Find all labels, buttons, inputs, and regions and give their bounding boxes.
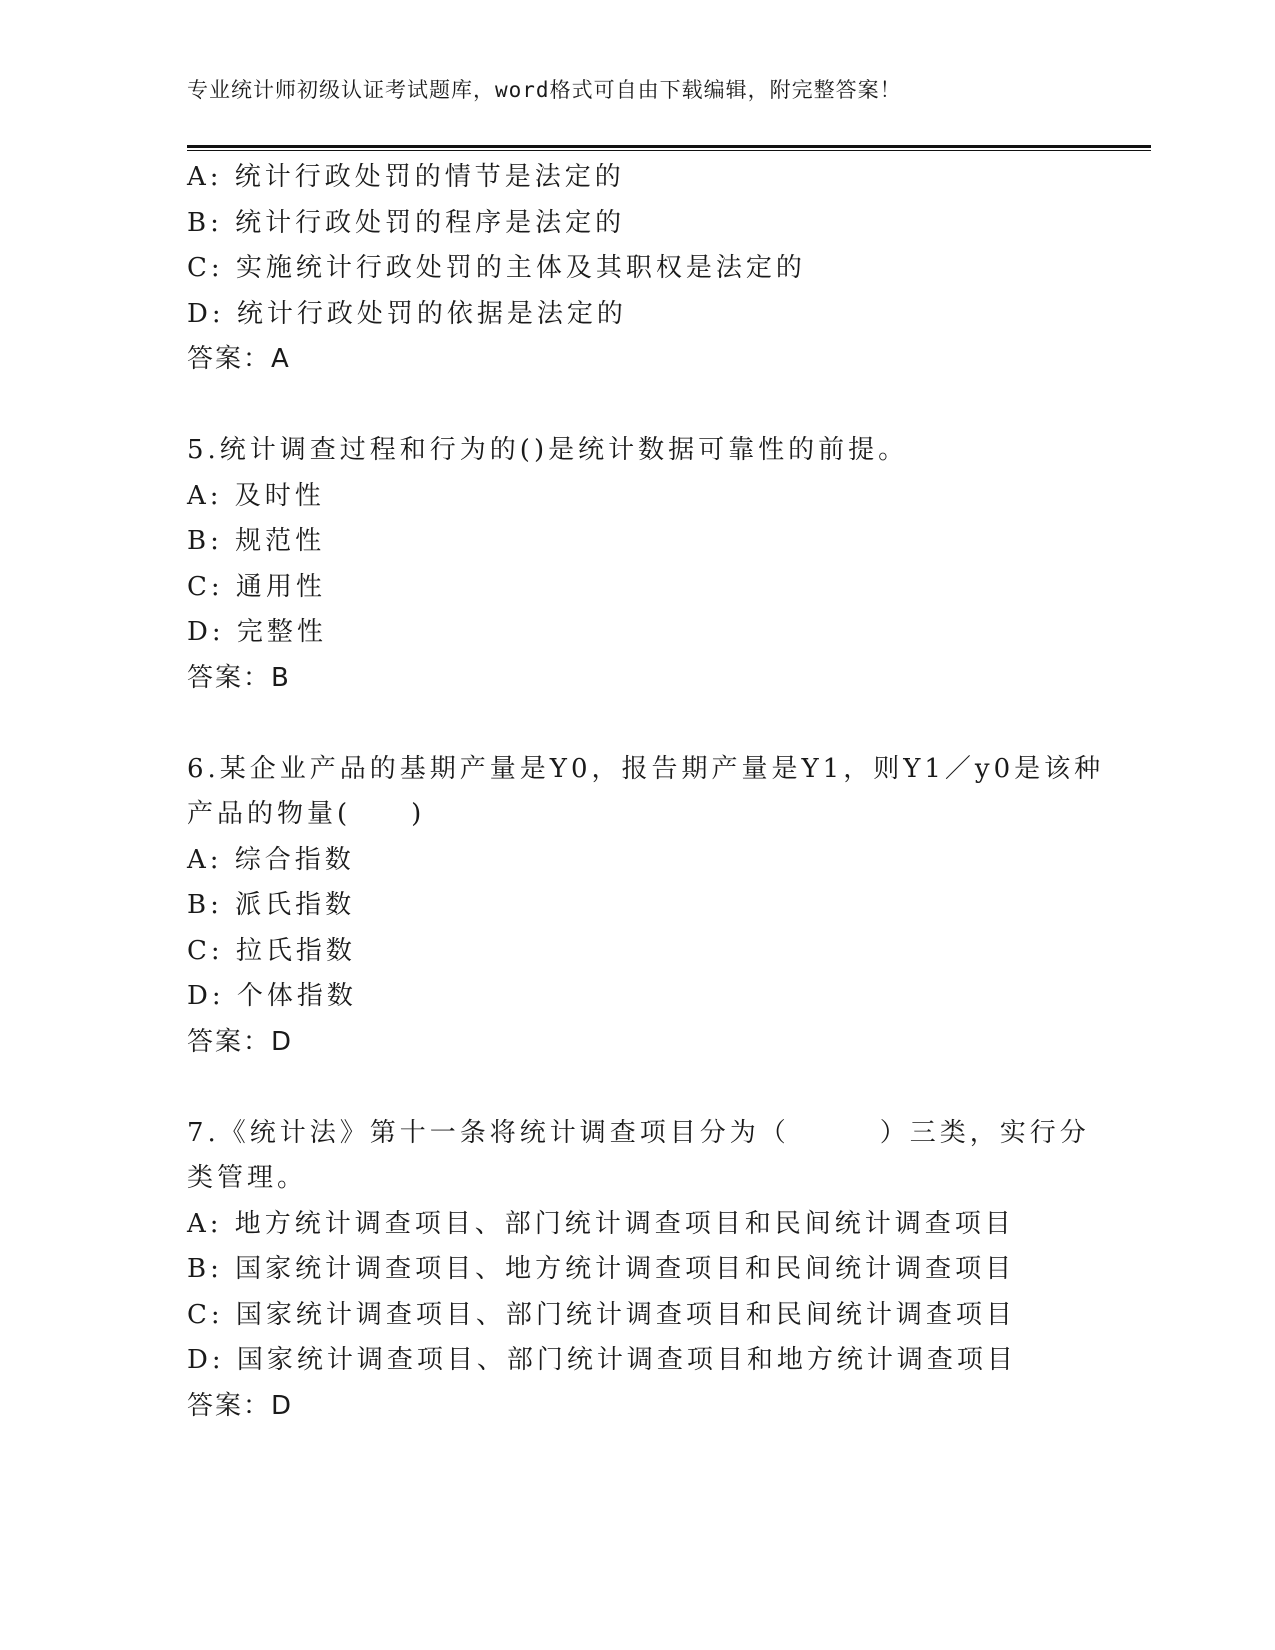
document-body: [187, 155, 1105, 1429]
option-d: D: 国家统计调查项目、部门统计调查项目和地方统计调查项目: [187, 1345, 1017, 1375]
option-b: B: 国家统计调查项目、地方统计调查项目和民间统计调查项目: [187, 1254, 1016, 1284]
option-c: C: 国家统计调查项目、部门统计调查项目和民间统计调查项目: [187, 1299, 1016, 1330]
answer: 答案：D: [187, 1390, 294, 1421]
option-a: A: 统计行政处罚的情节是法定的: [187, 162, 625, 192]
question-text-line-1: 7.《统计法》第十一条将统计调查项目分为（ ）三类，实行分: [187, 1117, 1090, 1148]
question-text-line-2: 类管理。: [187, 1163, 308, 1193]
option-c: C: 实施统计行政处罚的主体及其职权是法定的: [187, 253, 806, 283]
option-c: C: 通用性: [187, 571, 326, 602]
header-rule-thick: [187, 145, 1151, 148]
option-a: A: 及时性: [187, 480, 325, 511]
answer: 答案：A: [187, 344, 291, 374]
option-a: A: 地方统计调查项目、部门统计调查项目和民间统计调查项目: [187, 1208, 1015, 1239]
option-b: B: 派氏指数: [187, 890, 356, 920]
option-d: D: 完整性: [187, 617, 327, 647]
question-text-line-2: 产品的物量( ): [187, 799, 426, 829]
answer: 答案：B: [187, 662, 291, 693]
question-4: [187, 155, 1067, 383]
page-header: 专业统计师初级认证考试题库，word格式可自由下载编辑，附完整答案！: [187, 78, 902, 102]
question-5: [187, 428, 1067, 701]
option-a: A: 综合指数: [187, 844, 355, 875]
option-b: B: 统计行政处罚的程序是法定的: [187, 207, 626, 238]
question-7: [187, 1111, 1090, 1430]
option-d: D: 统计行政处罚的依据是法定的: [187, 298, 627, 329]
question-6: [187, 747, 1105, 1066]
option-d: D: 个体指数: [187, 981, 357, 1011]
option-b: B: 规范性: [187, 526, 326, 556]
header-rule-thin: [187, 150, 1151, 151]
option-c: C: 拉氏指数: [187, 935, 356, 966]
answer: 答案：D: [187, 1026, 294, 1057]
question-text: 5.统计调查过程和行为的()是统计数据可靠性的前提。: [187, 435, 909, 465]
question-text-line-1: 6.某企业产品的基期产量是Y0，报告期产量是Y1，则Y1／y0是该种: [187, 753, 1105, 784]
